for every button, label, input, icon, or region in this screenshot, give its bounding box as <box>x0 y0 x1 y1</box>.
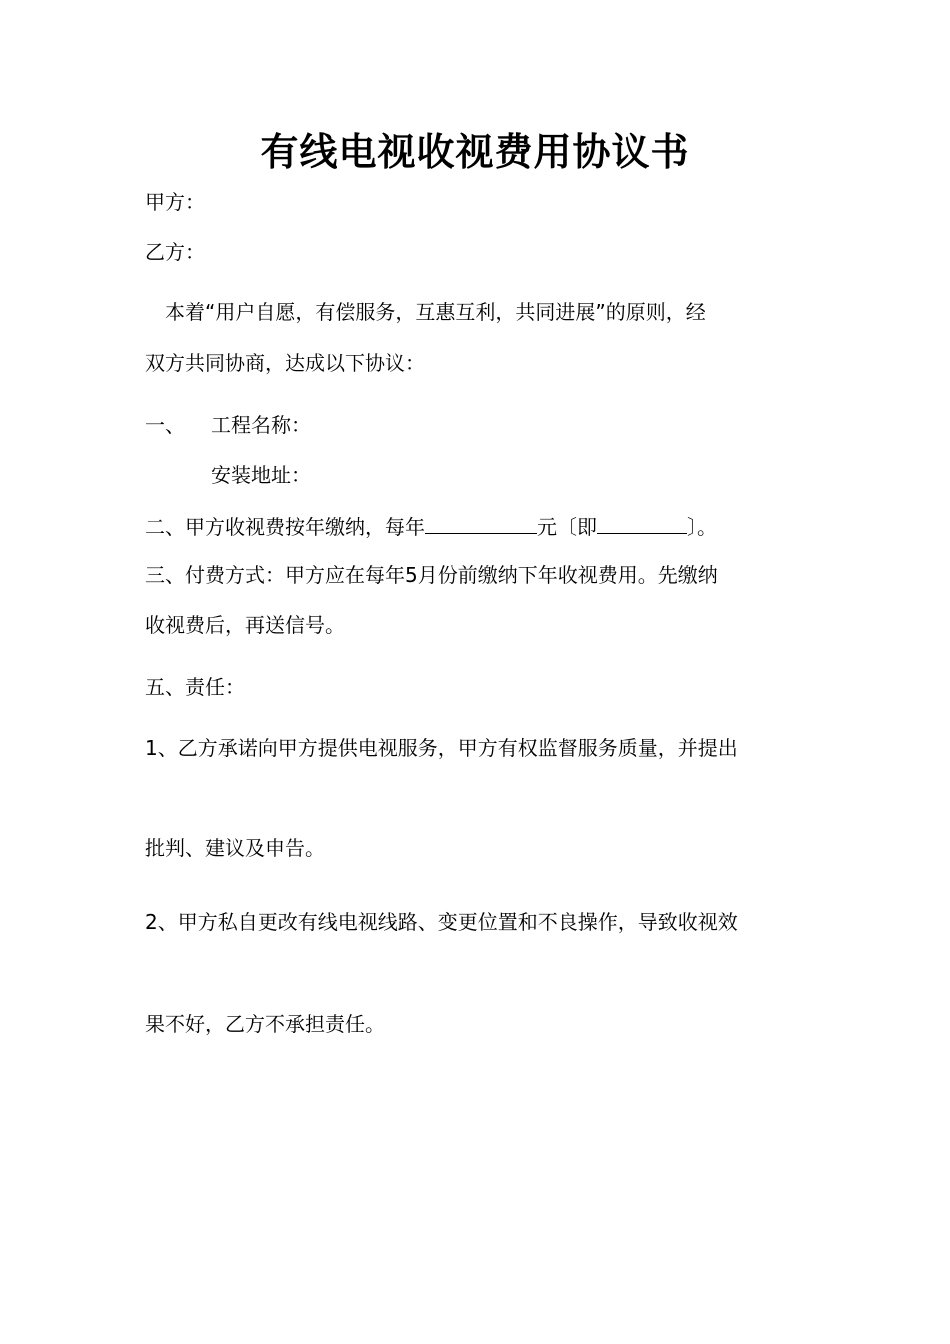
section-1-number: 一、 <box>145 413 185 437</box>
responsibility-2-line-1: 2、甲方私自更改有线电视线路、变更位置和不良操作，导致收视效 <box>145 910 738 934</box>
project-name-label: 工程名称： <box>211 413 311 437</box>
section-3-line-1: 三、付费方式：甲方应在每年5月份前缴纳下年收视费用。先缴纳 <box>145 563 718 587</box>
annual-fee-blank[interactable] <box>425 511 537 534</box>
party-a-label: 甲方： <box>145 190 205 214</box>
document-title: 有线电视收视费用协议书 <box>260 129 690 174</box>
section-2-text-after: 〕。 <box>687 515 717 539</box>
section-1 <box>145 411 311 439</box>
party-b-label: 乙方： <box>145 240 205 264</box>
section-3-line-2: 收视费后，再送信号。 <box>145 613 345 637</box>
section-2 <box>145 511 717 541</box>
responsibility-1-line-1: 1、乙方承诺向甲方提供电视服务，甲方有权监督服务质量，并提出 <box>145 736 738 760</box>
responsibility-1-line-2: 批判、建议及申告。 <box>145 836 325 860</box>
install-address-label: 安装地址： <box>211 463 311 487</box>
preamble-line-1: 本着“用户自愿，有偿服务，互惠互利，共同进展”的原则，经 <box>165 300 706 324</box>
responsibility-2-line-2: 果不好，乙方不承担责任。 <box>145 1012 385 1036</box>
preamble-line-2: 双方共同协商，达成以下协议： <box>145 351 425 375</box>
section-2-text-middle: 元〔即 <box>537 515 597 539</box>
fee-words-blank[interactable] <box>597 511 687 534</box>
section-2-text-before: 二、甲方收视费按年缴纳，每年 <box>145 515 425 539</box>
section-5-heading: 五、责任： <box>145 675 245 699</box>
